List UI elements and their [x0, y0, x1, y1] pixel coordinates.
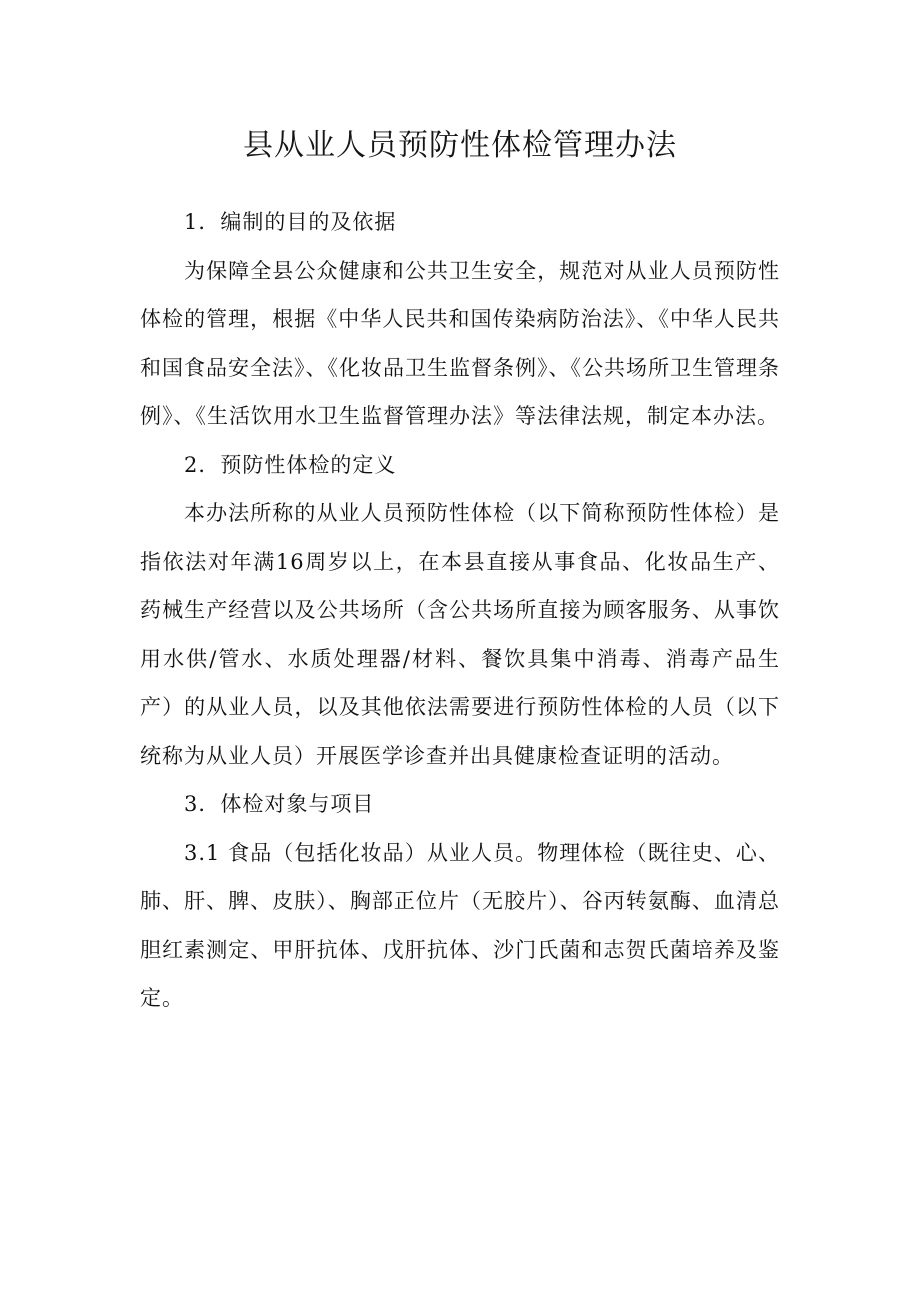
- section-paragraph-3: 3.1 食品（包括化妆品）从业人员。物理体检（既往史、心、肺、肝、脾、皮肤）、胸部正位片（无胶片）、谷丙转氨酶、血清总胆红素测定、甲肝抗体、戊肝抗体、沙门氏菌和志贺氏菌培养及鉴定。: [140, 840, 780, 1010]
- page-title: 县从业人员预防性体检管理办法: [243, 128, 677, 163]
- document-body: [140, 198, 780, 1023]
- section-paragraph-1: 为保障全县公众健康和公共卫生安全，规范对从业人员预防性体检的管理，根据《中华人民共和国传染病防治法》、《中华人民共和国食品安全法》、《化妆品卫生监督条例》、《公共场所卫生管理条例》、《生活饮用水卫生监督管理办法》等法律法规，制定本办法。: [140, 258, 780, 428]
- section-heading-1: 1．编制的目的及依据: [184, 210, 397, 234]
- section-heading-2: 2．预防性体检的定义: [184, 452, 397, 477]
- section-heading-3: 3．体检对象与项目: [184, 792, 375, 816]
- section-paragraph-2: 本办法所称的从业人员预防性体检（以下简称预防性体检）是指依法对年满16周岁以上，在本县直接从事食品、化妆品生产、药械生产经营以及公共场所（含公共场所直接为顾客服务、从事饮用水供/管水、水质处理器/材料、餐饮具集中消毒、消毒产品生产）的从业人员，以及其他依法需要进行预防性体检的人员（以下统称为从业人员）开展医学诊查并出具健康检查证明的活动。: [140, 501, 780, 768]
